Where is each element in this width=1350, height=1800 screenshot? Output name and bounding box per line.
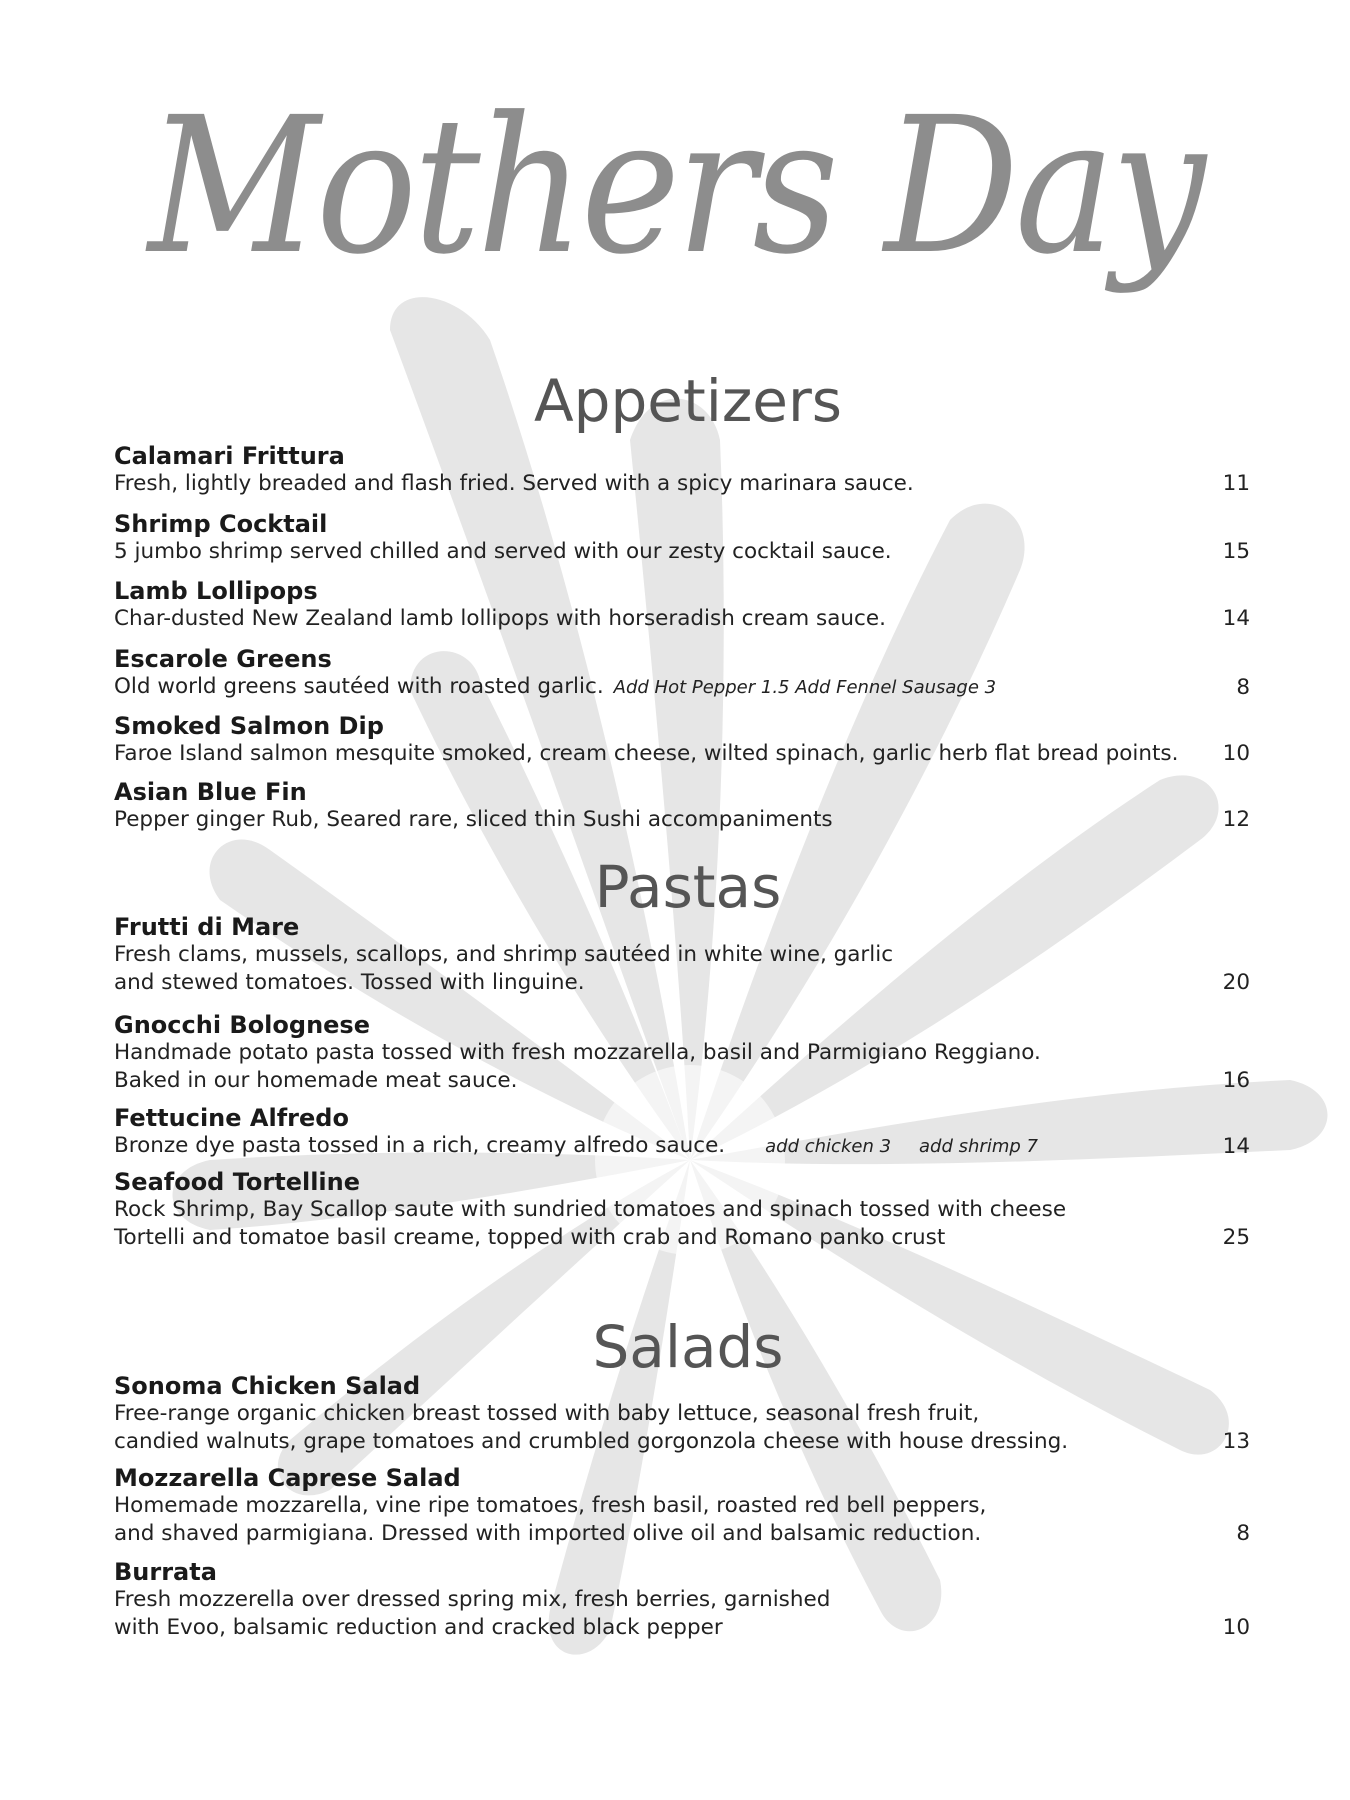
item-price: 15 [1222,539,1250,564]
item-description-line: Tortelli and tomatoe basil creame, topped with crab and Romano panko crust [114,1225,946,1250]
item-name: Burrata [114,1558,217,1586]
item-description-line: Fresh mozzerella over dressed spring mix, fresh berries, garnished [114,1587,831,1612]
menu-item [114,645,1250,702]
item-description [114,470,1250,498]
item-description-text: Old world greens sautéed with roasted garlic. [114,674,604,699]
item-price: 20 [1222,970,1250,995]
item-name: Asian Blue Fin [114,778,307,806]
item-description-line: Baked in our homemade meat sauce. [114,1068,518,1093]
item-price: 12 [1222,807,1250,832]
item-price: 25 [1222,1225,1250,1250]
item-description [114,941,1250,997]
item-description-line: with Evoo, balsamic reduction and cracked black pepper [114,1615,723,1640]
item-description [114,740,1250,768]
item-price: 10 [1222,741,1250,766]
item-description-line: Fresh, lightly breaded and flash fried. Served with a spicy marinara sauce. [114,471,914,496]
menu-item [114,577,1250,633]
item-description [114,1039,1250,1095]
item-name: Gnocchi Bolognese [114,1011,370,1039]
item-description-line: Faroe Island salmon mesquite smoked, cream cheese, wilted spinach, garlic herb flat bread points. [114,741,1179,766]
item-description [114,1400,1250,1456]
item-description-text: Bronze dye pasta tossed in a rich, creamy alfredo sauce. [114,1133,726,1158]
menu-item [114,778,1250,834]
item-name: Mozzarella Caprese Salad [114,1464,461,1492]
item-description-line: Fresh clams, mussels, scallops, and shrimp sautéed in white wine, garlic [114,942,894,967]
item-name: Lamb Lollipops [114,577,318,605]
menu-title: Mothers Day [148,76,1202,296]
section-heading-appetizers: Appetizers [533,367,843,435]
item-price: 8 [1236,675,1250,700]
item-description-line: candied walnuts, grape tomatoes and crumbled gorgonzola cheese with house dressing. [114,1429,1069,1454]
item-description [114,1132,1250,1161]
item-name: Seafood Tortelline [114,1168,361,1196]
item-description-line: Handmade potato pasta tossed with fresh mozzarella, basil and Parmigiano Reggiano. [114,1040,1041,1065]
item-description [114,538,1250,566]
item-description [114,1492,1250,1548]
item-price: 14 [1222,606,1250,631]
menu-item [114,1011,1250,1095]
item-name: Frutti di Mare [114,913,300,941]
item-description [114,605,1250,633]
item-addon: Add Hot Pepper 1.5 Add Fennel Sausage 3 [613,677,997,698]
item-description-line: and shaved parmigiana. Dressed with imported olive oil and balsamic reduction. [114,1521,982,1546]
item-addon: add shrimp 7 [919,1136,1038,1157]
item-description-line: Pepper ginger Rub, Seared rare, sliced thin Sushi accompaniments [114,807,833,832]
item-price: 16 [1222,1068,1250,1093]
section-heading-salads: Salads [592,1313,784,1381]
item-price: 8 [1236,1521,1250,1546]
item-description [114,1586,1250,1642]
item-description-line: Rock Shrimp, Bay Scallop saute with sundried tomatoes and spinach tossed with cheese [114,1197,1067,1222]
item-name: Escarole Greens [114,645,332,673]
section-heading-pastas: Pastas [594,853,782,921]
menu-item [114,1372,1250,1456]
item-price: 13 [1222,1429,1250,1454]
item-name: Smoked Salmon Dip [114,712,384,740]
menu-item [114,1168,1250,1252]
item-description-line [114,1132,1180,1161]
item-description-line: Homemade mozzarella, vine ripe tomatoes, fresh basil, roasted red bell peppers, [114,1493,987,1518]
item-name: Shrimp Cocktail [114,510,328,538]
item-description [114,673,1250,702]
menu-item [114,510,1250,566]
menu-item [114,712,1250,768]
item-name: Fettucine Alfredo [114,1104,349,1132]
menu-item [114,1558,1250,1642]
menu-item [114,442,1250,498]
menu-item [114,1104,1250,1161]
item-price: 11 [1222,471,1250,496]
item-name: Sonoma Chicken Salad [114,1372,421,1400]
item-description [114,1196,1250,1252]
item-description-line: and stewed tomatoes. Tossed with linguine. [114,970,585,995]
menu-item [114,913,1250,997]
item-description-line: 5 jumbo shrimp served chilled and served with our zesty cocktail sauce. [114,539,892,564]
item-price: 10 [1222,1615,1250,1640]
item-description [114,806,1250,834]
item-price: 14 [1222,1134,1250,1159]
menu-item [114,1464,1250,1548]
item-description-line [114,673,1180,702]
item-description-line: Free-range organic chicken breast tossed with baby lettuce, seasonal fresh fruit, [114,1401,980,1426]
item-description-line: Char-dusted New Zealand lamb lollipops with horseradish cream sauce. [114,606,886,631]
item-name: Calamari Frittura [114,442,345,470]
item-addon: add chicken 3 [765,1136,892,1157]
